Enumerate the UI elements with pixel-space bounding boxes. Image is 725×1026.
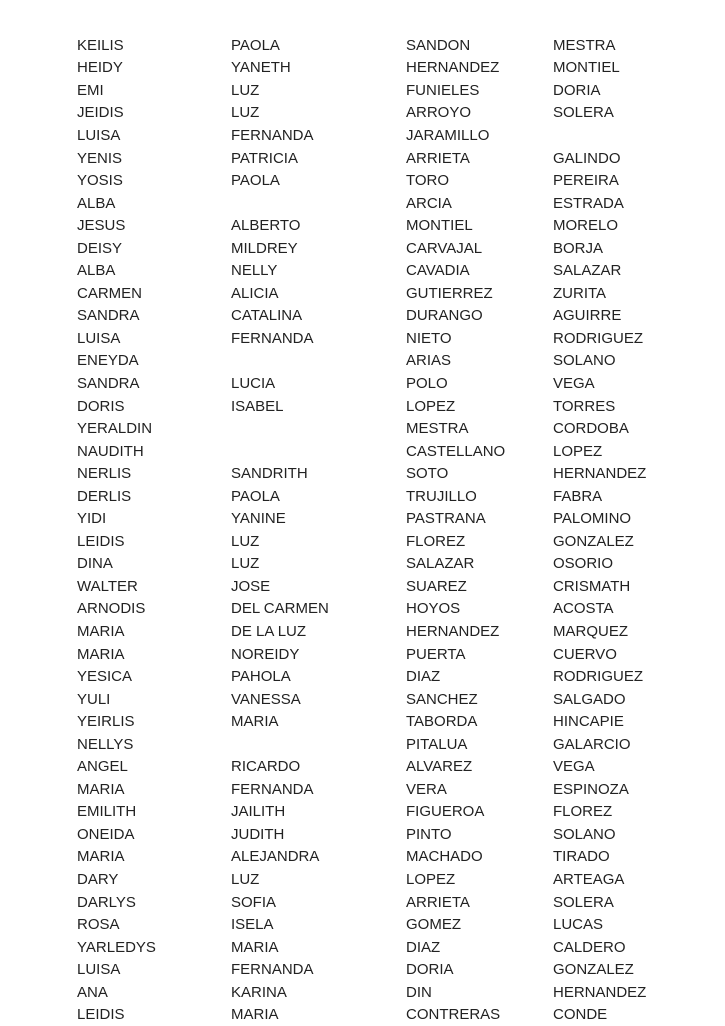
list-row xyxy=(77,981,697,1004)
middle-name-cell: JOSE xyxy=(231,577,271,595)
second-surname-cell: PEREIRA xyxy=(553,172,619,190)
first-surname-cell: VERA xyxy=(406,780,447,798)
second-surname-cell: SALGADO xyxy=(553,690,626,708)
list-row xyxy=(77,958,697,981)
first-surname-cell: SUAREZ xyxy=(406,577,467,595)
first-name-cell: YOSIS xyxy=(77,172,123,190)
first-name-cell: MARIA xyxy=(77,622,125,640)
list-row xyxy=(77,237,697,260)
first-surname-cell: DIN xyxy=(406,983,432,1001)
second-surname-cell: GALARCIO xyxy=(553,735,631,753)
middle-name-cell: PAHOLA xyxy=(231,668,291,686)
first-surname-cell: FUNIELES xyxy=(406,81,480,99)
first-surname-cell: ARRIETA xyxy=(406,149,470,167)
first-name-cell: ROSA xyxy=(77,916,120,934)
first-surname-cell: HERNANDEZ xyxy=(406,622,500,640)
first-name-cell: ALBA xyxy=(77,194,116,212)
first-name-cell: DARY xyxy=(77,871,119,888)
middle-name-cell: PAOLA xyxy=(231,36,280,54)
first-name-cell: NERLIS xyxy=(77,465,132,483)
middle-name-cell: LUZ xyxy=(231,871,260,888)
second-surname-cell: DORIA xyxy=(553,81,601,99)
first-name-cell: MARIA xyxy=(77,645,125,663)
middle-name-cell: LUCIA xyxy=(231,374,276,392)
second-surname-cell: BORJA xyxy=(553,239,604,257)
middle-name-cell: MARIA xyxy=(231,1006,279,1024)
middle-name-cell: FERNANDA xyxy=(231,961,314,979)
first-name-cell: MARIA xyxy=(77,848,125,866)
list-row xyxy=(77,778,697,801)
second-surname-cell: CUERVO xyxy=(553,645,617,663)
middle-name-cell: FERNANDA xyxy=(231,126,314,144)
list-row xyxy=(77,688,697,711)
first-surname-cell: PITALUA xyxy=(406,735,468,753)
first-surname-cell: SALAZAR xyxy=(406,555,475,573)
first-surname-cell: FIGUEROA xyxy=(406,803,485,821)
middle-name-cell: PAOLA xyxy=(231,487,280,505)
first-surname-cell: ARRIETA xyxy=(406,893,470,911)
middle-name-cell: VANESSA xyxy=(231,690,301,708)
second-surname-cell: ESPINOZA xyxy=(553,780,629,798)
first-name-cell: LUISA xyxy=(77,126,121,144)
list-row xyxy=(77,598,697,621)
first-surname-cell: CASTELLANO xyxy=(406,442,506,460)
first-name-cell: EMILITH xyxy=(77,803,137,821)
list-row xyxy=(77,192,697,215)
second-surname-cell: GONZALEZ xyxy=(553,961,634,979)
second-surname-cell: CORDOBA xyxy=(553,420,629,438)
first-surname-cell: ARIAS xyxy=(406,352,452,370)
second-surname-cell: RODRIGUEZ xyxy=(553,668,643,686)
list-row xyxy=(77,417,697,440)
second-surname-cell: VEGA xyxy=(553,758,595,776)
list-row xyxy=(77,169,697,192)
first-surname-cell: GOMEZ xyxy=(406,916,461,934)
list-row xyxy=(77,372,697,395)
first-name-cell: LEIDIS xyxy=(77,532,125,550)
list-row xyxy=(77,710,697,733)
middle-name-cell: ALEJANDRA xyxy=(231,848,320,866)
middle-name-cell: FERNANDA xyxy=(231,780,314,798)
middle-name-cell: DEL CARMEN xyxy=(231,600,329,618)
second-surname-cell: CONDE xyxy=(553,1006,608,1024)
first-name-cell: ENEYDA xyxy=(77,352,139,370)
middle-name-cell: JAILITH xyxy=(231,803,286,821)
first-name-cell: YESICA xyxy=(77,668,133,686)
second-surname-cell: HERNANDEZ xyxy=(553,465,647,483)
first-name-cell: ANGEL xyxy=(77,758,128,776)
second-surname-cell: ARTEAGA xyxy=(553,871,625,888)
middle-name-cell: CATALINA xyxy=(231,307,303,325)
first-name-cell: DORIS xyxy=(77,397,125,415)
first-surname-cell: POLO xyxy=(406,374,448,392)
list-row xyxy=(77,350,697,373)
first-name-cell: DARLYS xyxy=(77,893,136,911)
first-surname-cell: SANCHEZ xyxy=(406,690,478,708)
first-surname-cell: CAVADIA xyxy=(406,262,470,280)
first-surname-cell: PASTRANA xyxy=(406,510,486,528)
second-surname-cell: MESTRA xyxy=(553,36,616,54)
first-surname-cell: PUERTA xyxy=(406,645,466,663)
list-row xyxy=(77,462,697,485)
second-surname-cell: CRISMATH xyxy=(553,577,631,595)
second-surname-cell: AGUIRRE xyxy=(553,307,622,325)
first-name-cell: SANDRA xyxy=(77,307,140,325)
first-surname-cell: DIAZ xyxy=(406,668,441,686)
second-surname-cell: TORRES xyxy=(553,397,616,415)
first-surname-cell: MESTRA xyxy=(406,420,469,438)
list-row xyxy=(77,733,697,756)
list-row xyxy=(77,936,697,959)
list-row xyxy=(77,530,697,553)
middle-name-cell: JUDITH xyxy=(231,825,285,843)
first-name-cell: YENIS xyxy=(77,149,123,167)
second-surname-cell: GALINDO xyxy=(553,149,621,167)
first-name-cell: YEIRLIS xyxy=(77,713,135,731)
list-row xyxy=(77,868,697,891)
first-surname-cell: MONTIEL xyxy=(406,217,473,235)
second-surname-cell: SOLANO xyxy=(553,352,616,370)
list-row xyxy=(77,756,697,779)
first-surname-cell: FLOREZ xyxy=(406,532,466,550)
second-surname-cell: GONZALEZ xyxy=(553,532,634,550)
first-surname-cell: TORO xyxy=(406,172,450,190)
list-row xyxy=(77,259,697,282)
second-surname-cell: FLOREZ xyxy=(553,803,613,821)
list-row xyxy=(77,913,697,936)
list-row xyxy=(77,507,697,530)
first-surname-cell: SOTO xyxy=(406,465,449,483)
first-surname-cell: JARAMILLO xyxy=(406,126,490,144)
second-surname-cell: ZURITA xyxy=(553,284,607,302)
list-row xyxy=(77,102,697,125)
first-surname-cell: SANDON xyxy=(406,36,471,54)
first-surname-cell: TRUJILLO xyxy=(406,487,477,505)
middle-name-cell: MARIA xyxy=(231,713,279,731)
first-name-cell: LEIDIS xyxy=(77,1006,125,1024)
first-name-cell: KEILIS xyxy=(77,36,124,54)
name-list xyxy=(77,34,697,1026)
middle-name-cell: ALICIA xyxy=(231,284,279,302)
first-surname-cell: CONTRERAS xyxy=(406,1006,501,1024)
first-surname-cell: ARROYO xyxy=(406,104,472,122)
list-row xyxy=(77,147,697,170)
list-row xyxy=(77,327,697,350)
first-name-cell: EMI xyxy=(77,81,104,99)
first-name-cell: YARLEDYS xyxy=(77,938,156,956)
list-row xyxy=(77,846,697,869)
first-surname-cell: CARVAJAL xyxy=(406,239,483,257)
list-row xyxy=(77,891,697,914)
first-name-cell: YERALDIN xyxy=(77,420,153,438)
first-surname-cell: MACHADO xyxy=(406,848,483,866)
first-name-cell: CARMEN xyxy=(77,284,143,302)
second-surname-cell: RODRIGUEZ xyxy=(553,329,643,347)
first-name-cell: NAUDITH xyxy=(77,442,144,460)
first-surname-cell: HERNANDEZ xyxy=(406,59,500,77)
list-row xyxy=(77,1004,697,1026)
first-name-cell: YIDI xyxy=(77,510,107,528)
list-row xyxy=(77,395,697,418)
second-surname-cell: LUCAS xyxy=(553,916,604,934)
first-surname-cell: TABORDA xyxy=(406,713,478,731)
list-row xyxy=(77,214,697,237)
first-surname-cell: LOPEZ xyxy=(406,871,456,888)
first-name-cell: JEIDIS xyxy=(77,104,124,122)
second-surname-cell: SOLERA xyxy=(553,893,614,911)
middle-name-cell: PAOLA xyxy=(231,172,280,190)
first-name-cell: ANA xyxy=(77,983,108,1001)
second-surname-cell: VEGA xyxy=(553,374,595,392)
list-row xyxy=(77,305,697,328)
middle-name-cell: LUZ xyxy=(231,81,260,99)
first-name-cell: ARNODIS xyxy=(77,600,146,618)
second-surname-cell: SALAZAR xyxy=(553,262,622,280)
second-surname-cell: PALOMINO xyxy=(553,510,632,528)
middle-name-cell: PATRICIA xyxy=(231,149,298,167)
first-surname-cell: DURANGO xyxy=(406,307,483,325)
first-name-cell: WALTER xyxy=(77,577,138,595)
middle-name-cell: ISELA xyxy=(231,916,274,934)
middle-name-cell: SOFIA xyxy=(231,893,277,911)
second-surname-cell: HINCAPIE xyxy=(553,713,624,731)
second-surname-cell: OSORIO xyxy=(553,555,614,573)
middle-name-cell: MILDREY xyxy=(231,239,298,257)
first-name-cell: HEIDY xyxy=(77,59,123,77)
middle-name-cell: MARIA xyxy=(231,938,279,956)
second-surname-cell: ESTRADA xyxy=(553,194,624,212)
second-surname-cell: MORELO xyxy=(553,217,619,235)
first-name-cell: SANDRA xyxy=(77,374,140,392)
middle-name-cell: LUZ xyxy=(231,532,260,550)
list-row xyxy=(77,553,697,576)
first-surname-cell: NIETO xyxy=(406,329,452,347)
first-surname-cell: DIAZ xyxy=(406,938,441,956)
first-name-cell: MARIA xyxy=(77,780,125,798)
first-name-cell: DINA xyxy=(77,555,113,573)
first-surname-cell: ARCIA xyxy=(406,194,452,212)
list-row xyxy=(77,665,697,688)
list-row xyxy=(77,124,697,147)
first-surname-cell: DORIA xyxy=(406,961,454,979)
second-surname-cell: SOLERA xyxy=(553,104,614,122)
list-row xyxy=(77,282,697,305)
second-surname-cell: TIRADO xyxy=(553,848,610,866)
middle-name-cell: DE LA LUZ xyxy=(231,622,307,640)
list-row xyxy=(77,485,697,508)
first-name-cell: LUISA xyxy=(77,961,121,979)
second-surname-cell: CALDERO xyxy=(553,938,626,956)
middle-name-cell: LUZ xyxy=(231,555,260,573)
list-row xyxy=(77,79,697,102)
second-surname-cell: MARQUEZ xyxy=(553,622,628,640)
middle-name-cell: ALBERTO xyxy=(231,217,301,235)
first-name-cell: DEISY xyxy=(77,239,123,257)
first-surname-cell: LOPEZ xyxy=(406,397,456,415)
second-surname-cell: MONTIEL xyxy=(553,59,620,77)
first-name-cell: NELLYS xyxy=(77,735,134,753)
middle-name-cell: FERNANDA xyxy=(231,329,314,347)
list-row xyxy=(77,823,697,846)
middle-name-cell: NELLY xyxy=(231,262,278,280)
first-name-cell: ALBA xyxy=(77,262,116,280)
middle-name-cell: YANINE xyxy=(231,510,286,528)
first-name-cell: YULI xyxy=(77,690,111,708)
second-surname-cell: LOPEZ xyxy=(553,442,603,460)
middle-name-cell: RICARDO xyxy=(231,758,301,776)
first-name-cell: ONEIDA xyxy=(77,825,135,843)
first-surname-cell: PINTO xyxy=(406,825,452,843)
middle-name-cell: NOREIDY xyxy=(231,645,300,663)
list-row xyxy=(77,440,697,463)
middle-name-cell: LUZ xyxy=(231,104,260,122)
second-surname-cell: FABRA xyxy=(553,487,603,505)
list-row xyxy=(77,575,697,598)
first-name-cell: DERLIS xyxy=(77,487,132,505)
list-row xyxy=(77,801,697,824)
first-name-cell: LUISA xyxy=(77,329,121,347)
second-surname-cell: ACOSTA xyxy=(553,600,614,618)
first-surname-cell: GUTIERREZ xyxy=(406,284,493,302)
middle-name-cell: SANDRITH xyxy=(231,465,308,483)
first-surname-cell: ALVAREZ xyxy=(406,758,473,776)
list-row xyxy=(77,620,697,643)
middle-name-cell: YANETH xyxy=(231,59,291,77)
second-surname-cell: HERNANDEZ xyxy=(553,983,647,1001)
second-surname-cell: SOLANO xyxy=(553,825,616,843)
middle-name-cell: KARINA xyxy=(231,983,287,1001)
middle-name-cell: ISABEL xyxy=(231,397,284,415)
list-row xyxy=(77,34,697,57)
first-surname-cell: HOYOS xyxy=(406,600,461,618)
first-name-cell: JESUS xyxy=(77,217,126,235)
list-row xyxy=(77,643,697,666)
list-row xyxy=(77,57,697,80)
